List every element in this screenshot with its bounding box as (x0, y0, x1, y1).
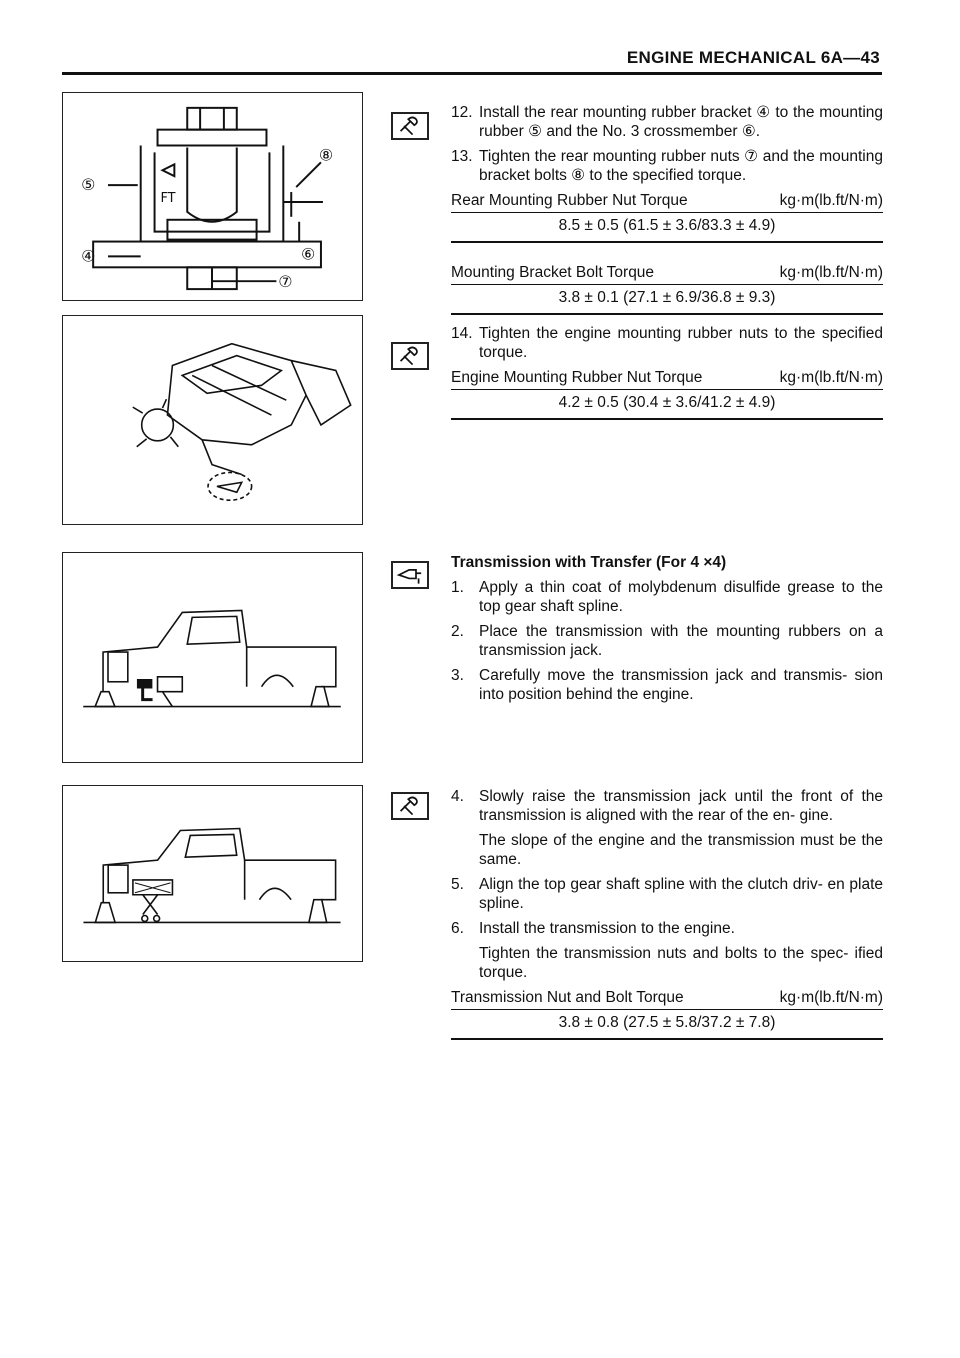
wrench-tighten-icon (391, 342, 429, 370)
step-6-note: Tighten the transmission nuts and bolts to the spec- ified torque. (479, 945, 883, 981)
figure-truck-align-transmission (62, 785, 363, 962)
spec-mount-bracket-bolt: Mounting Bracket Bolt Torque kg·m(lb.ft/N·m) 3.8 ± 0.1 (27.1 ± 6.9/36.8 ± 9.3) (451, 263, 883, 315)
page-title: ENGINE MECHANICAL 6A—43 (626, 48, 880, 67)
step-12: 12. Install the rear mounting rubber bracket ④ to the mounting rubber ⑤ and the No. 3 crossmember ⑥. (451, 104, 883, 140)
step-2: 2. Place the transmission with the mounting rubbers on a transmission jack. (451, 623, 883, 659)
spec-transmission-nut-bolt: Transmission Nut and Bolt Torque kg·m(lb.ft/N·m) 3.8 ± 0.8 (27.5 ± 5.8/37.2 ± 7.8) (451, 988, 883, 1040)
block-engine-mount (451, 324, 883, 420)
block-rear-mount (451, 103, 883, 315)
step-13: 13. Tighten the rear mounting rubber nuts ⑦ and the mounting bracket bolts ⑧ to the specified torque. (451, 148, 883, 184)
engine-diagram (63, 316, 362, 524)
wrench-tighten-icon (391, 112, 429, 140)
callout-6: ⑥ (301, 244, 316, 264)
step-6: 6. Install the transmission to the engine. (451, 920, 735, 937)
rear-mount-diagram (63, 93, 362, 300)
callout-4: ④ (81, 246, 96, 266)
block-align-transmission (451, 787, 883, 1040)
step-5: 5. Align the top gear shaft spline with the clutch driv- en plate spline. (451, 876, 883, 912)
callout-5: ⑤ (81, 175, 96, 195)
step-14: 14. Tighten the engine mounting rubber nuts to the specified torque. (451, 325, 883, 361)
step-4: 4. Slowly raise the transmission jack until the front of the transmission is aligned with the rear of the en- gine. (451, 788, 883, 824)
figure-truck-transmission-jack (62, 552, 363, 763)
apply-grease-icon (391, 561, 429, 589)
page-header (0, 48, 960, 78)
section-title: Transmission with Transfer (For 4 ×4) (451, 554, 727, 571)
step-1: 1. Apply a thin coat of molybdenum disulfide grease to the top gear shaft spline. (451, 579, 883, 615)
figure-engine-mount (62, 315, 363, 525)
step-4-note: The slope of the engine and the transmission must be the same. (479, 832, 883, 868)
figure-rear-mount-bracket (62, 92, 363, 301)
spec-engine-mount-nut: Engine Mounting Rubber Nut Torque kg·m(lb.ft/N·m) 4.2 ± 0.5 (30.4 ± 3.6/41.2 ± 4.9) (451, 368, 883, 420)
truck-jack-diagram (63, 553, 362, 762)
block-transmission-with-transfer (451, 553, 883, 704)
callout-8: ⑧ (318, 145, 334, 165)
header-rule (62, 72, 882, 75)
label-ft: FT (160, 190, 176, 206)
spec-rear-mount-nut: Rear Mounting Rubber Nut Torque kg·m(lb.ft/N·m) 8.5 ± 0.5 (61.5 ± 3.6/83.3 ± 4.9) (451, 191, 883, 243)
step-3: 3. Carefully move the transmission jack and transmis- sion into position behind the engine. (451, 667, 883, 703)
truck-align-diagram (63, 786, 362, 961)
wrench-tighten-icon (391, 792, 429, 820)
callout-7: ⑦ (278, 272, 293, 292)
